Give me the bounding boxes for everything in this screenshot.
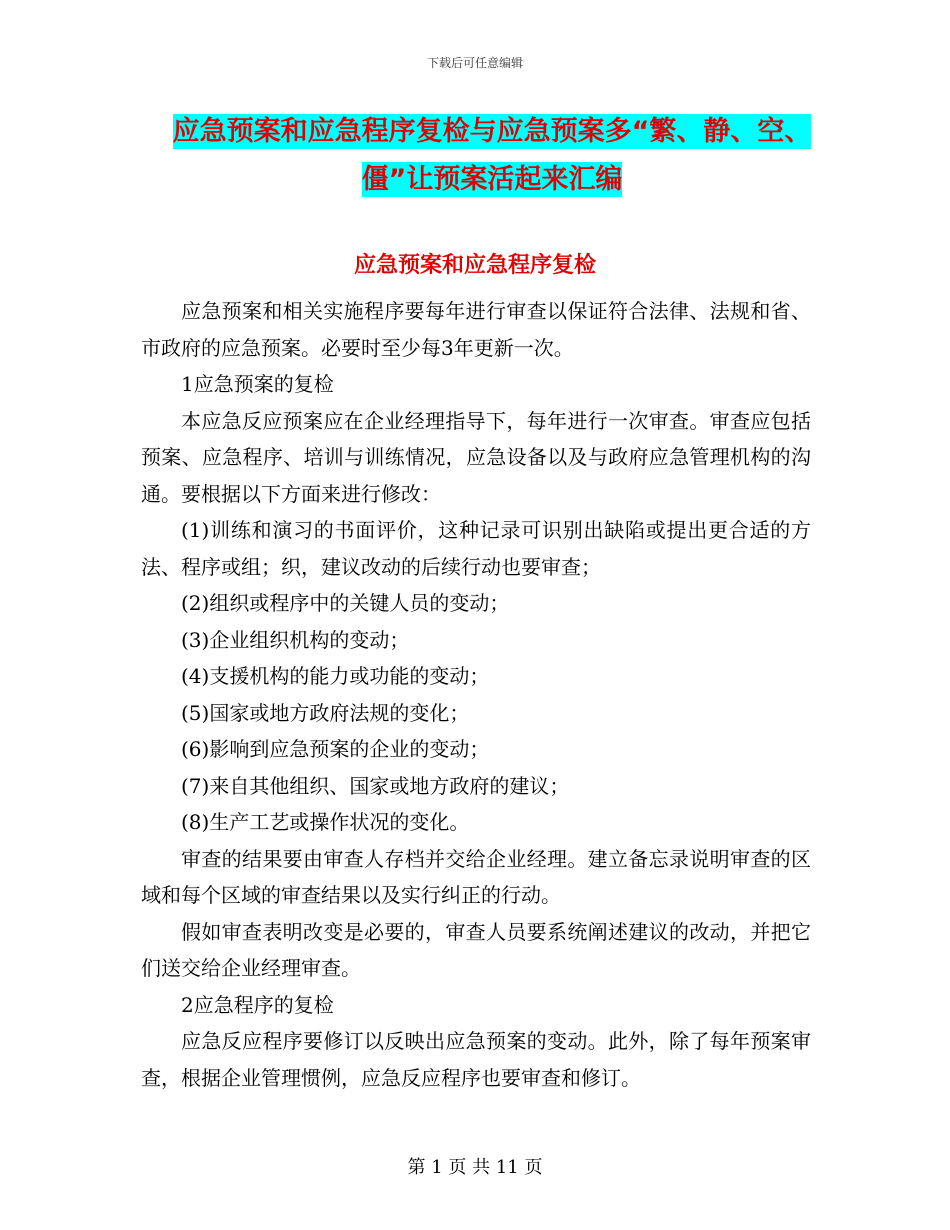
title-line-1: 应急预案和应急程序复检与应急预案多“繁、静、空、 — [172, 116, 812, 147]
list-item: (5)国家或地方政府法规的变化； — [181, 700, 470, 725]
list-item: (3)企业组织机构的变动； — [181, 627, 410, 652]
list-item: (6)影响到应急预案的企业的变动； — [181, 737, 490, 761]
document-title — [142, 108, 842, 204]
page-footer: 第 1 页 共 11 页 — [407, 1157, 543, 1178]
paragraph: 审查的结果要由审查人存档并交给企业经理。建立备忘录说明审查的区域和每个区域的审查结果以及实行纠正的行动。 — [141, 846, 811, 907]
list-item: (8)生产工艺或操作状况的变化。 — [181, 810, 470, 834]
header-note: 下载后可任意编辑 — [426, 56, 523, 70]
subheading-1: 1应急预案的复检 — [181, 372, 334, 396]
paragraph: 应急预案和相关实施程序要每年进行审查以保证符合法律、法规和省、市政府的应急预案。必要时至少每3年更新一次。 — [141, 299, 811, 360]
list-item: (4)支援机构的能力或功能的变动； — [181, 664, 490, 688]
paragraph: 假如审查表明改变是必要的，审查人员要系统阐述建议的改动，并把它们送交给企业经理审查。 — [141, 919, 811, 980]
paragraph: 应急反应程序要修订以反映出应急预案的变动。此外，除了每年预案审查，根据企业管理惯例，应急反应程序也要审查和修订。 — [141, 1029, 811, 1090]
list-item: (1)训练和演习的书面评价，这种记录可识别出缺陷或提出更合适的方法、程序或组；织，建议改动的后续行动也要审查； — [141, 518, 811, 579]
document-body — [141, 293, 811, 1096]
paragraph: 本应急反应预案应在企业经理指导下，每年进行一次审查。审查应包括预案、应急程序、培训与训练情况，应急设备以及与政府应急管理机构的沟通。要根据以下方面来进行修改： — [141, 408, 811, 506]
list-item: (7)来自其他组织、国家或地方政府的建议； — [181, 773, 570, 798]
subheading-2: 2应急程序的复检 — [181, 992, 334, 1017]
list-item: (2)组织或程序中的关键人员的变动； — [181, 591, 510, 615]
title-line-2: 僵”让预案活起来汇编 — [361, 164, 623, 195]
section-heading: 应急预案和应急程序复检 — [353, 253, 596, 278]
